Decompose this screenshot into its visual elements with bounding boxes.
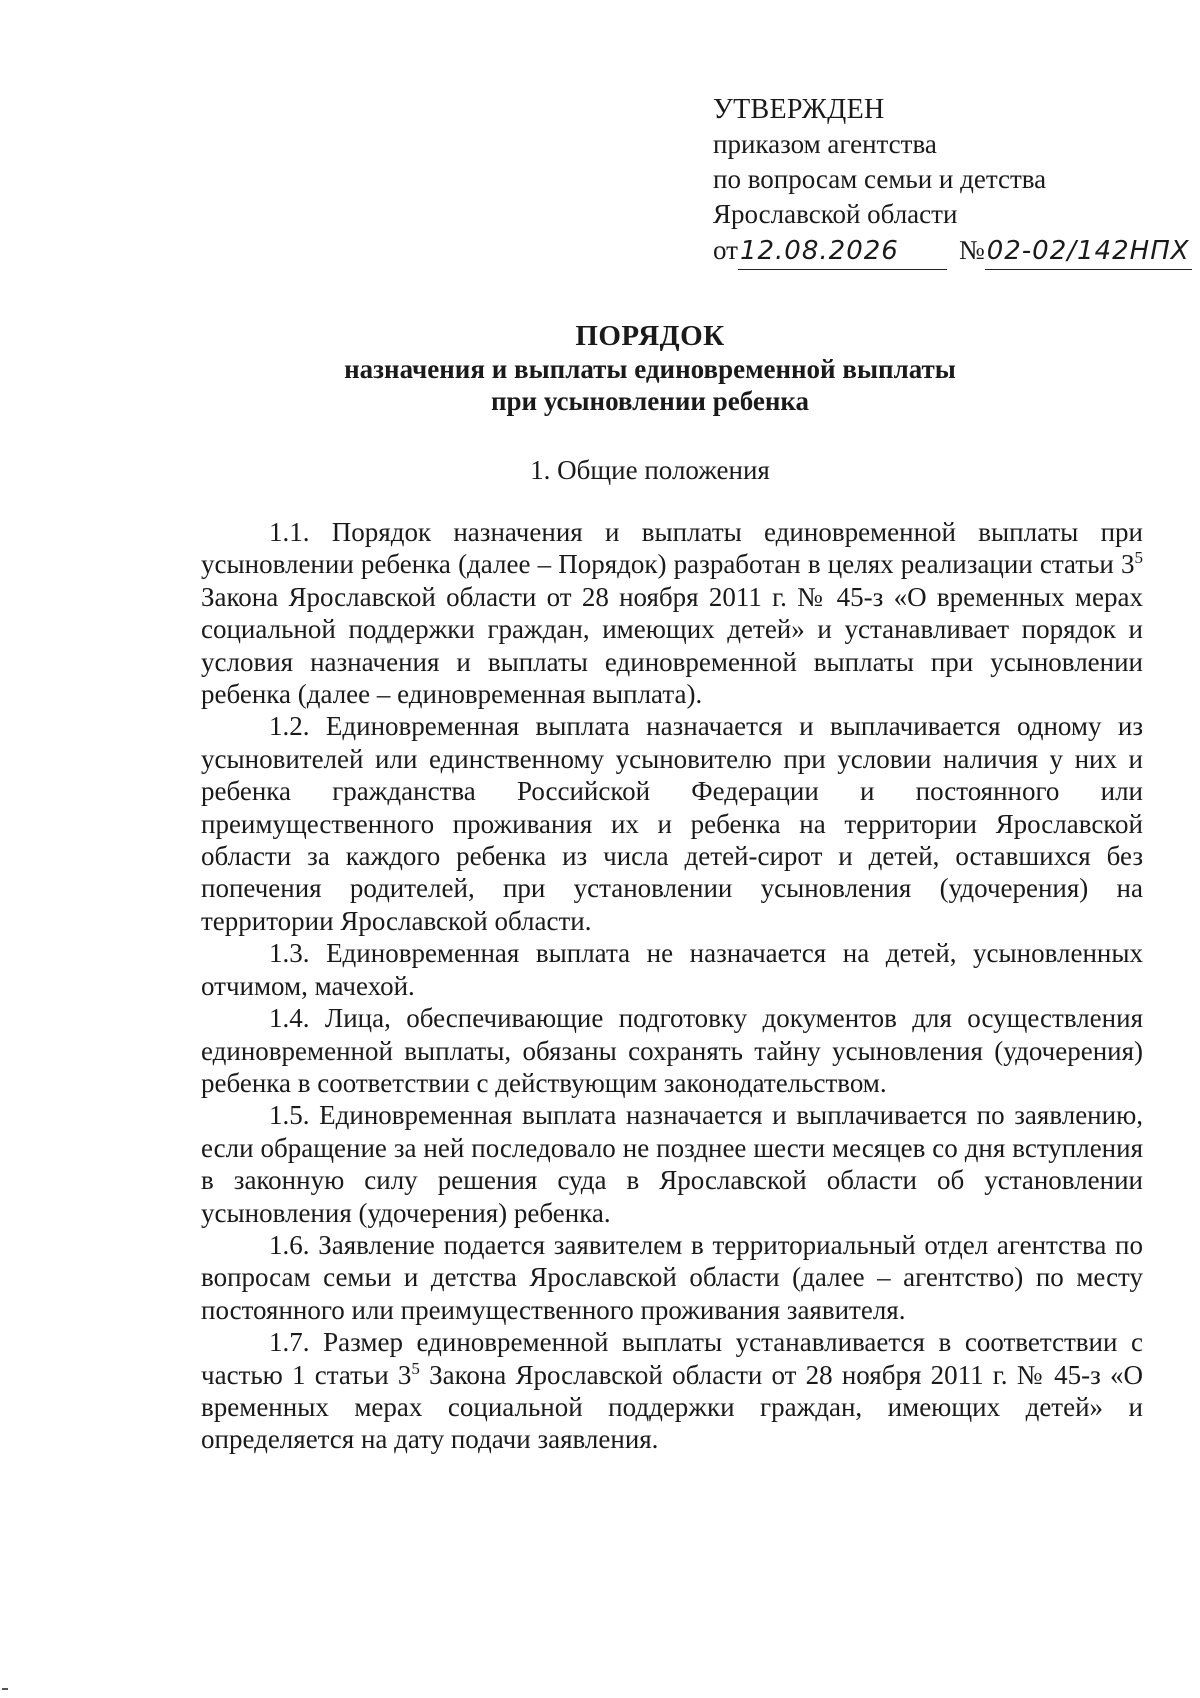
- number-prefix: №: [958, 235, 985, 265]
- scan-artifact-mark: [2, 1688, 8, 1690]
- approval-line-1: приказом агентства: [713, 129, 937, 159]
- document-subtitle-line-2: при усыновлении ребенка: [490, 386, 810, 416]
- approval-line-3: Ярославской области: [713, 199, 958, 229]
- superscript: 5: [1134, 548, 1143, 568]
- approval-stamp: [713, 92, 1190, 270]
- approval-heading: УТВЕРЖДЕН: [713, 94, 885, 125]
- paragraph-1-7: [201, 1326, 1143, 1456]
- paragraph-1-6: 1.6. Заявление подается заявителем в территориальный отдел агентства по вопросам семьи и детства Ярославской области (далее – агентство) по месту постоянного или преимущественного проживания заявителя.: [201, 1229, 1143, 1325]
- document-body: [201, 516, 1143, 1456]
- paragraph-1-3: 1.3. Единовременная выплата не назначается на детей, усыновленных отчимом, мачехой.: [201, 938, 1143, 1001]
- handwritten-date: 12.08.2026: [738, 234, 947, 270]
- approval-line-2: по вопросам семьи и детства: [713, 164, 1047, 194]
- document-title: ПОРЯДОК: [575, 320, 725, 352]
- approval-registration-line: [713, 233, 1190, 270]
- date-prefix: от: [713, 235, 738, 265]
- document-title-block: [150, 320, 1150, 417]
- paragraph-1-1-text-a: 1.1. Порядок назначения и выплаты единовременной выплаты при усыновлении ребенка (далее – Порядок) разработан в целях реализации статьи 3: [201, 517, 1143, 580]
- paragraph-1-5: 1.5. Единовременная выплата назначается и выплачивается по заявлению, если обращение за ней последовало не позднее шести месяцев со дня вступления в законную силу решения суда в Ярославской области об установлении усыновления (удочерения) ребенка.: [201, 1100, 1143, 1228]
- paragraph-1-1-text-b: Закона Ярославской области от 28 ноября 2011 г. № 45-з «О временных мерах социальной поддержки граждан, имеющих детей» и устанавливает порядок и условия назначения и выплаты единовременной выплаты при усыновлении ребенка (далее – единовременная выплата).: [201, 581, 1143, 710]
- paragraph-1-4: 1.4. Лица, обеспечивающие подготовку документов для осуществления единовременной выплаты, обязаны сохранять тайну усыновления (удочерения) ребенка в соответствии с действующим законодательством.: [201, 1003, 1143, 1098]
- paragraph-1-7-text-a: 1.7. Размер единовременной выплаты устанавливается в соответствии с частью 1 статьи 3: [201, 1327, 1143, 1390]
- section-heading: 1. Общие положения: [530, 455, 770, 485]
- handwritten-order-number: 02-02/142НПХ: [985, 234, 1192, 270]
- superscript: 5: [411, 1358, 420, 1378]
- paragraph-1-1: [201, 516, 1143, 710]
- paragraph-1-2: 1.2. Единовременная выплата назначается и выплачивается одному из усыновителей или единственному усыновителю при условии наличия у них и ребенка гражданства Российской Федерации и постоянного или преимущественного проживания их и ребенка на территории Ярославской области за каждого ребенка из числа детей-сирот и детей, оставшихся без попечения родителей, при установлении усыновления (удочерения) на территории Ярославской области.: [201, 711, 1143, 936]
- document-subtitle-line-1: назначения и выплаты единовременной выплаты: [344, 354, 956, 384]
- paragraph-1-7-text-b: Закона Ярославской области от 28 ноября 2011 г. № 45-з «О временных мерах социальной поддержки граждан, имеющих детей» и определяется на дату подачи заявления.: [201, 1359, 1143, 1455]
